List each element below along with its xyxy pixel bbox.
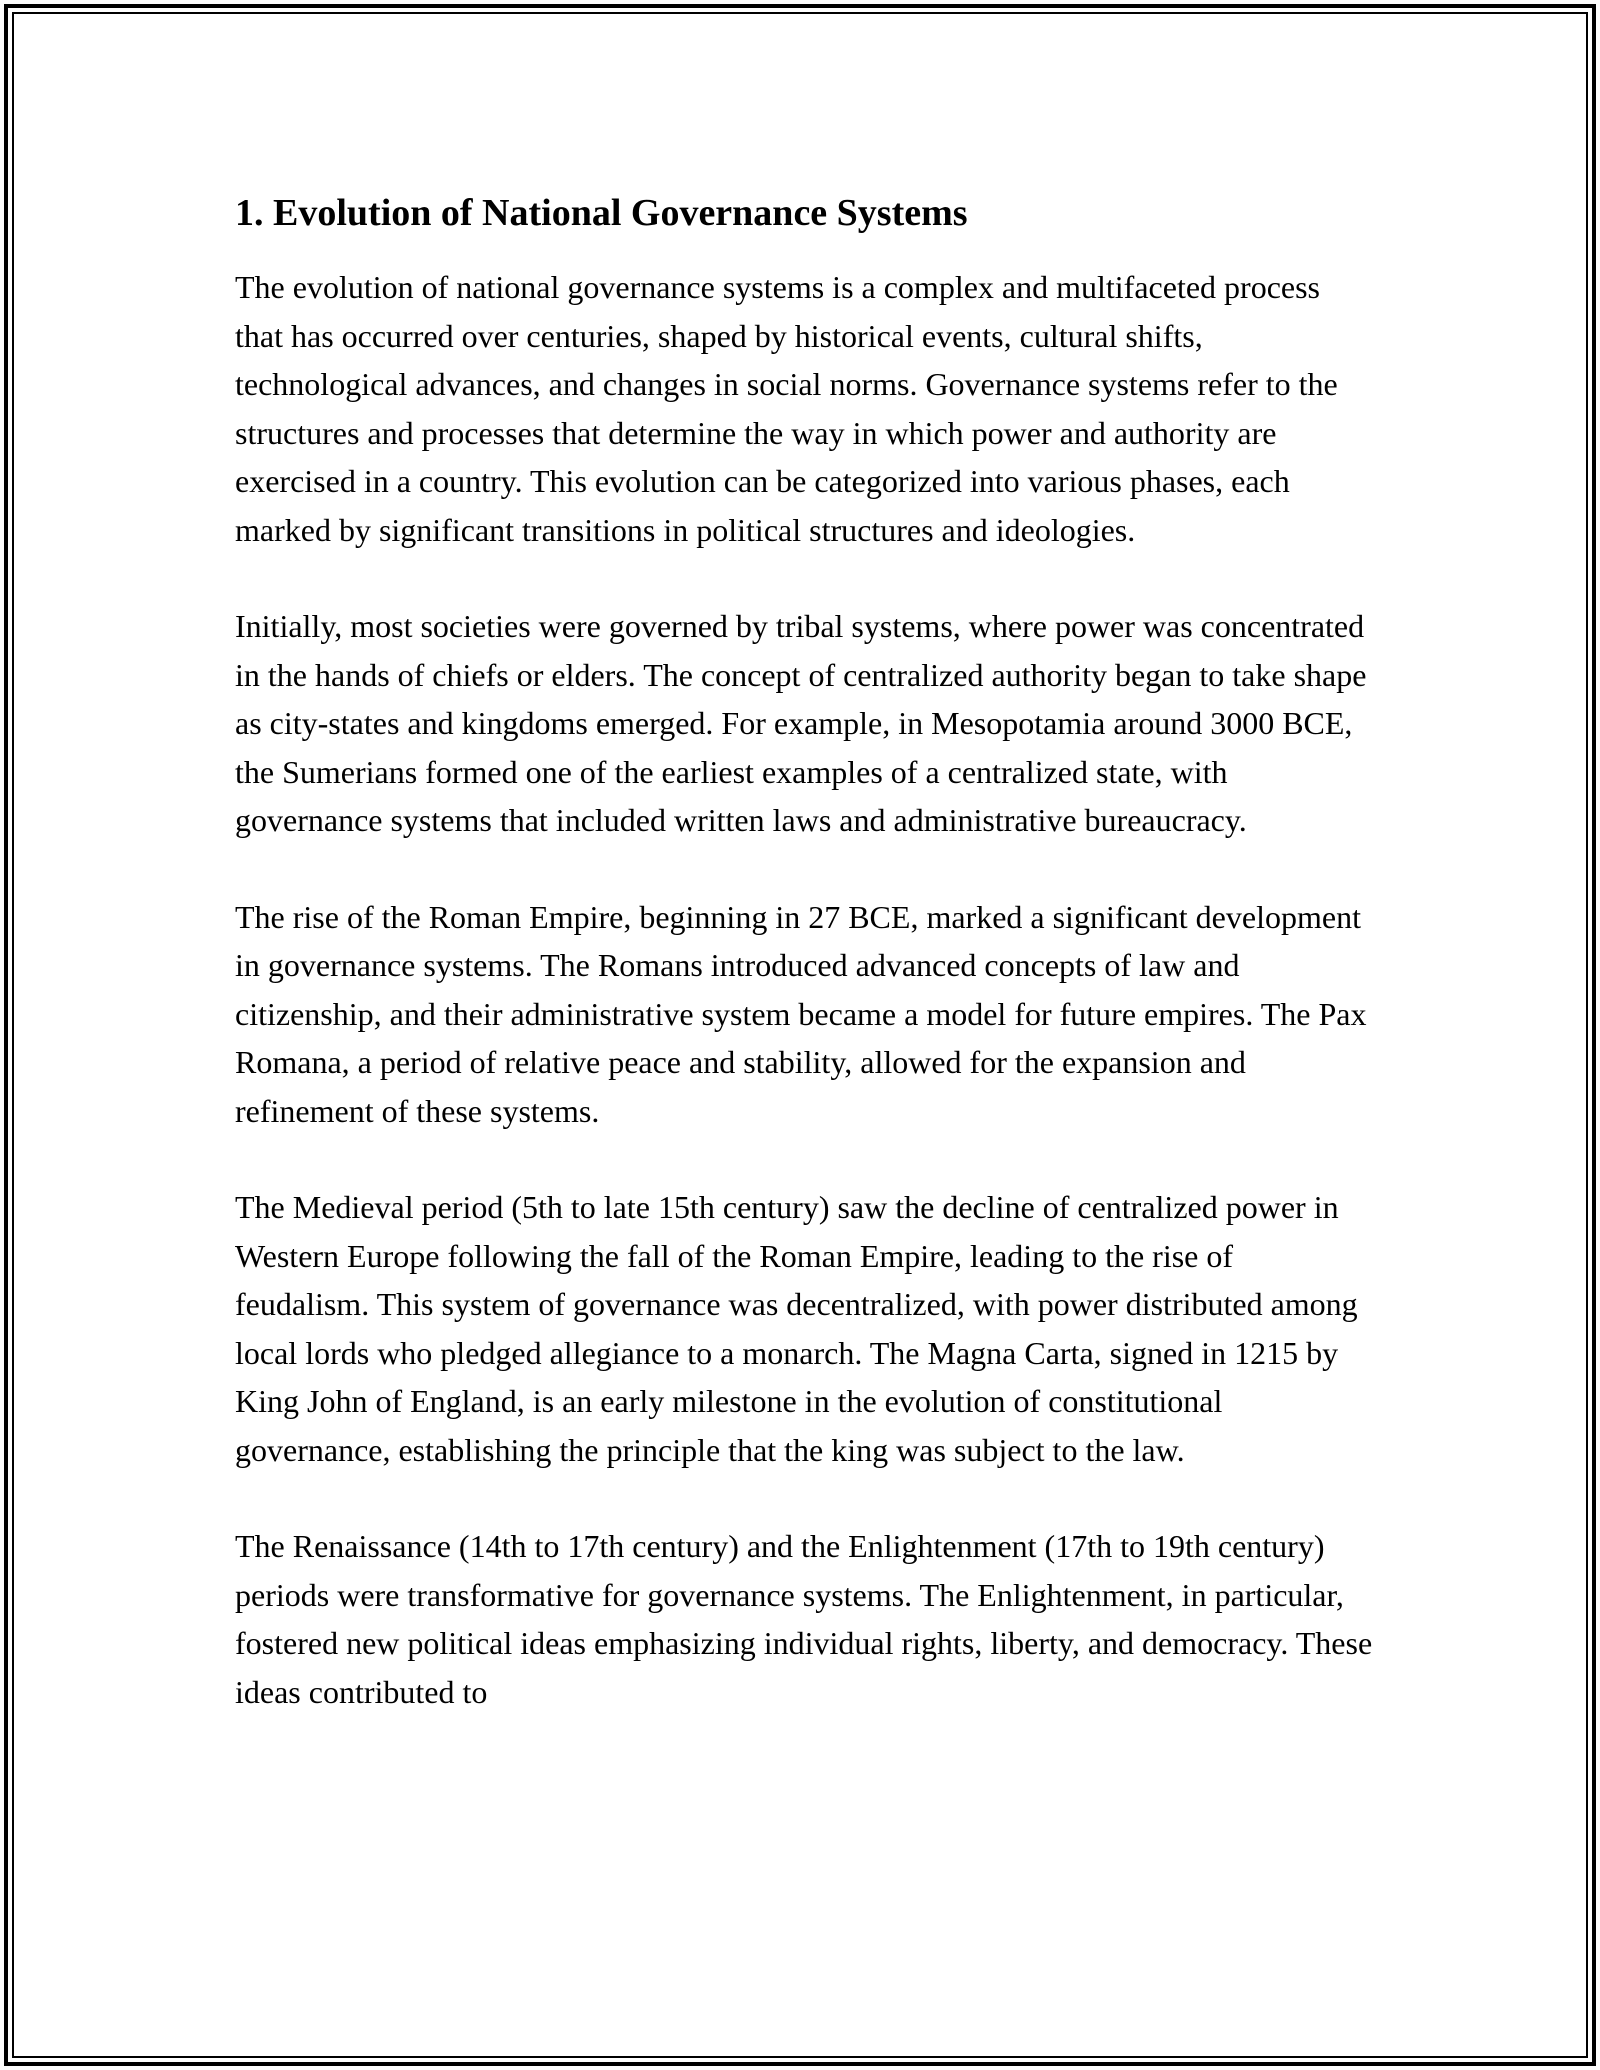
document-body xyxy=(235,185,1375,1716)
section-heading: 1. Evolution of National Governance Systems xyxy=(235,192,968,234)
paragraph-renaissance-enlightenment: The Renaissance (14th to 17th century) and the Enlightenment (17th to 19th century) periods were transformative for governance systems. The Enlightenment, in particular, fostered new political ideas emphasizing individual rights, liberty, and democracy. These ideas contributed to xyxy=(235,1528,1373,1710)
paragraph-tribal-systems: Initially, most societies were governed by tribal systems, where power was concentrated in the hands of chiefs or elders. The concept of centralized authority began to take shape as city-states and kingdoms emerged. For example, in Mesopotamia around 3000 BCE, the Sumerians formed one of the earliest examples of a centralized state, with governance systems that included written laws and administrative bureaucracy. xyxy=(235,608,1367,838)
paragraph-medieval-period: The Medieval period (5th to late 15th century) saw the decline of centralized power in Western Europe following the fall of the Roman Empire, leading to the rise of feudalism. This system of governance was decentralized, with power distributed among local lords who pledged allegiance to a monarch. The Magna Carta, signed in 1215 by King John of England, is an early milestone in the evolution of constitutional governance, establishing the principle that the king was subject to the law. xyxy=(235,1189,1358,1468)
paragraph-intro: The evolution of national governance systems is a complex and multifaceted process that has occurred over centuries, shaped by historical events, cultural shifts, technological advances, and changes in social norms. Governance systems refer to the structures and processes that determine the way in which power and authority are exercised in a country. This evolution can be categorized into various phases, each marked by significant transitions in political structures and ideologies. xyxy=(235,269,1338,548)
paragraph-roman-empire: The rise of the Roman Empire, beginning in 27 BCE, marked a significant development in governance systems. The Romans introduced advanced concepts of law and citizenship, and their administrative system became a model for future empires. The Pax Romana, a period of relative peace and stability, allowed for the expansion and refinement of these systems. xyxy=(235,898,1367,1129)
